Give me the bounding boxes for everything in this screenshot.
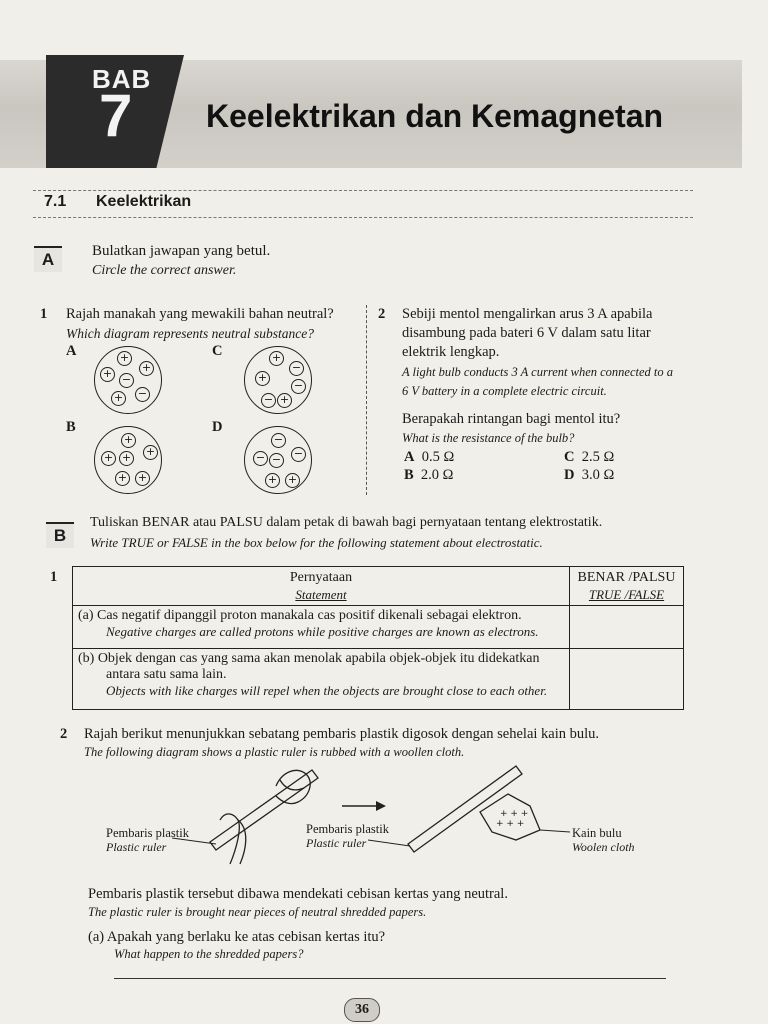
part-a-instruction-ms: Bulatkan jawapan yang betul.: [92, 243, 271, 259]
q2-choice-a-value: 0.5 Ω: [421, 449, 455, 465]
svg-text:+ + +: + + +: [500, 809, 529, 819]
q2-ask-ms: Berapakah rintangan bagi mentol itu?: [402, 411, 621, 427]
section-title: Keelektrikan: [96, 193, 192, 210]
b-q2-number: 2: [60, 726, 68, 742]
section-number: 7.1: [44, 193, 67, 210]
part-b-instruction-ms: Tuliskan BENAR atau PALSU dalam petak di bawah bagi pernyataan tentang elektrostatik.: [90, 515, 603, 530]
b-q2-after-ms: Pembaris plastik tersebut dibawa mendekati cebisan kertas yang neutral.: [88, 886, 508, 902]
q2-choice-d-value: 3.0 Ω: [581, 467, 615, 483]
atom-diagram-d: [244, 426, 312, 494]
positive-charge-icon: +: [115, 471, 130, 486]
positive-charge-icon: +: [265, 473, 280, 488]
negative-charge-icon: −: [269, 453, 284, 468]
q1-text-ms: Rajah manakah yang mewakili bahan neutral?: [66, 306, 334, 322]
positive-charge-icon: +: [143, 445, 158, 460]
page-number: 36: [344, 998, 380, 1022]
negative-charge-icon: −: [253, 451, 268, 466]
hand-with-ruler-illustration: [210, 770, 318, 864]
chapter-number: 7: [99, 82, 133, 149]
woollen-cloth-illustration: [480, 794, 570, 840]
negative-charge-icon: −: [291, 379, 306, 394]
statement-header: [73, 567, 570, 606]
ruler-label-ms: Pembaris plastik: [106, 826, 189, 840]
arrow-right-icon: [342, 801, 386, 811]
positive-charge-icon: +: [269, 351, 284, 366]
part-b-instruction-en: Write TRUE or FALSE in the box below for the following statement about electrostatic.: [90, 535, 543, 550]
b-q1-number: 1: [50, 569, 58, 585]
answer-header: [570, 567, 684, 606]
atom-diagram-a: [94, 346, 162, 414]
q2-choice-b[interactable]: [404, 466, 453, 485]
q2-text-ms-1: Sebiji mentol mengalirkan arus 3 A apabila: [402, 306, 653, 322]
q2-choice-d-letter: D: [564, 467, 575, 483]
q2-choice-c-value: 2.5 Ω: [581, 449, 615, 465]
q2-ask-en: What is the resistance of the bulb?: [402, 431, 575, 445]
atom-diagram-b: [94, 426, 162, 494]
q1-option-d-label: D: [212, 419, 223, 435]
svg-text:+ + +: + + +: [496, 819, 525, 829]
negative-charge-icon: −: [271, 433, 286, 448]
statement-b-ms-2: antara satu sama lain.: [106, 667, 227, 682]
b-q2-text-en: The following diagram shows a plastic ruler is rubbed with a woollen cloth.: [84, 745, 465, 759]
positive-charge-icon: +: [277, 393, 292, 408]
q2-choice-a-letter: A: [404, 449, 415, 465]
statement-header-ms: Pernyataan: [289, 570, 353, 585]
q2-text-ms-2: disambung pada bateri 6 V dalam satu litar: [402, 325, 651, 341]
part-b-label: B: [46, 522, 74, 548]
column-divider: [366, 305, 367, 495]
negative-charge-icon: −: [135, 387, 150, 402]
ruler2-label-ms: Pembaris plastik: [306, 822, 389, 836]
q2-choice-b-letter: B: [404, 467, 414, 483]
positive-charge-icon: +: [285, 473, 300, 488]
q1-number: 1: [40, 306, 48, 322]
atom-diagram-c: [244, 346, 312, 414]
q2-choice-a[interactable]: [404, 448, 454, 467]
statement-header-en: Statement: [295, 587, 347, 602]
negative-charge-icon: −: [291, 447, 306, 462]
positive-charge-icon: +: [255, 371, 270, 386]
positive-charge-icon: +: [135, 471, 150, 486]
table-row: [73, 649, 684, 710]
answer-header-en: TRUE /FALSE: [588, 587, 665, 602]
negative-charge-icon: −: [119, 373, 134, 388]
positive-charge-icon: +: [119, 451, 134, 466]
q2-number: 2: [378, 306, 386, 322]
answer-box-a[interactable]: [570, 606, 684, 649]
table-row: [73, 606, 684, 649]
b-q2-after-en: The plastic ruler is brought near pieces of neutral shredded papers.: [88, 905, 427, 919]
part-a-instruction-en: Circle the correct answer.: [92, 263, 237, 278]
cloth-label-ms: Kain bulu: [572, 826, 622, 840]
positive-charge-icon: +: [111, 391, 126, 406]
ruler-label-en: Plastic ruler: [106, 840, 167, 854]
b-q2-sub-a-ms: (a) Apakah yang berlaku ke atas cebisan kertas itu?: [88, 929, 386, 945]
q2-text-en-2: 6 V battery in a complete electric circuit.: [402, 384, 607, 398]
positive-charge-icon: +: [101, 451, 116, 466]
part-a-label: A: [34, 246, 62, 272]
answer-box-b[interactable]: [570, 649, 684, 710]
q2-choice-b-value: 2.0 Ω: [420, 467, 454, 483]
true-false-table: [72, 566, 684, 710]
statement-cell-a: [73, 606, 570, 649]
positive-charge-icon: +: [100, 367, 115, 382]
table-header-row: [73, 567, 684, 606]
q1-option-c-label: C: [212, 343, 223, 359]
b-q2-text-ms: Rajah berikut menunjukkan sebatang pembaris plastik digosok dengan sehelai kain bulu.: [84, 726, 600, 742]
statement-b-ms: (b) Objek dengan cas yang sama akan menolak apabila objek-objek itu didekatkan: [78, 651, 540, 666]
negative-charge-icon: −: [261, 393, 276, 408]
b-q2-sub-a-en: What happen to the shredded papers?: [114, 947, 304, 961]
q1-option-b-label: B: [66, 419, 76, 435]
answer-line[interactable]: [114, 978, 666, 979]
q1-text-en: Which diagram represents neutral substance?: [66, 326, 314, 341]
chapter-title: Keelektrikan dan Kemagnetan: [206, 98, 664, 134]
q2-choice-c-letter: C: [564, 449, 575, 465]
statement-cell-b: [73, 649, 570, 710]
q2-choice-c[interactable]: [564, 448, 614, 467]
negative-charge-icon: −: [289, 361, 304, 376]
statement-a-en: Negative charges are called protons while positive charges are known as electrons.: [106, 624, 539, 639]
positive-charge-icon: +: [117, 351, 132, 366]
q2-text-en-1: A light bulb conducts 3 A current when connected to a: [402, 365, 674, 379]
q2-choice-d[interactable]: [564, 466, 614, 485]
answer-header-ms: BENAR /PALSU: [577, 570, 676, 585]
positive-charge-icon: +: [121, 433, 136, 448]
statement-a-ms: (a) Cas negatif dipanggil proton manakala cas positif dikenali sebagai elektron.: [78, 608, 522, 623]
q2-text-ms-3: elektrik lengkap.: [402, 344, 500, 360]
q1-option-a-label: A: [66, 343, 77, 359]
statement-b-en: Objects with like charges will repel when the objects are brought close to each other.: [106, 683, 548, 698]
ruler2-label-line: [368, 840, 410, 846]
cloth-label-en: Woolen cloth: [572, 840, 635, 854]
positive-charge-icon: +: [139, 361, 154, 376]
chapter-bab-label: BAB: [92, 64, 152, 94]
ruler2-label-en: Plastic ruler: [306, 836, 367, 850]
